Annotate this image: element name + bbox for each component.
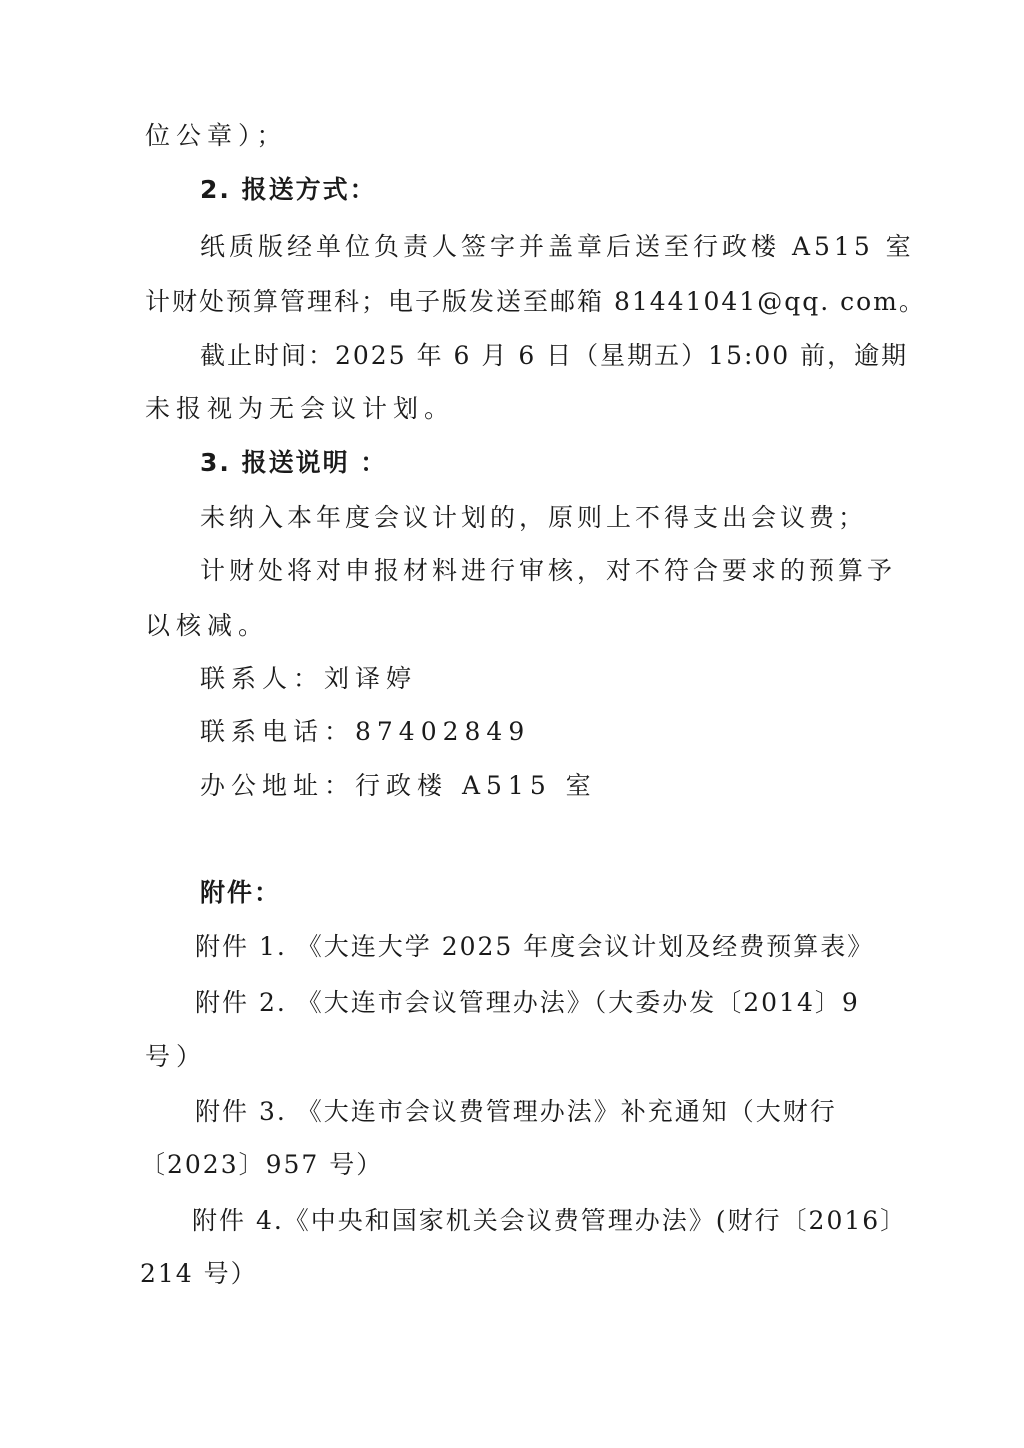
text-line: 计财处预算管理科；电子版发送至邮箱 81441041@qq. com。 (145, 287, 926, 316)
contact-phone: 联系电话：87402849 (200, 717, 531, 746)
attachment-item-cont: 〔2023〕957 号） (140, 1150, 384, 1179)
attachment-item: 附件 1. 《大连大学 2025 年度会议计划及经费预算表》 (195, 932, 875, 961)
office-address: 办公地址：行政楼 A515 室 (200, 771, 597, 800)
text-line: 计财处将对申报材料进行审核，对不符合要求的预算予 (200, 556, 897, 585)
section-heading: 3. 报送说明 ： (200, 448, 388, 477)
attachment-item-cont: 号） (145, 1042, 208, 1071)
attachment-item-cont: 214 号） (140, 1259, 258, 1288)
text-line: 未报视为无会议计划。 (145, 394, 456, 423)
contact-person: 联系人：刘译婷 (200, 664, 418, 693)
attachments-heading: 附件： (200, 878, 282, 907)
text-line: 未纳入本年度会议计划的，原则上不得支出会议费； (200, 503, 868, 532)
attachment-item: 附件 3. 《大连市会议费管理办法》补充通知（大财行 (195, 1097, 837, 1126)
text-line: 位公章）； (145, 121, 288, 150)
text-line: 纸质版经单位负责人签字并盖章后送至行政楼 A515 室 (200, 232, 915, 261)
attachment-item: 附件 4.《中央和国家机关会议费管理办法》(财行〔2016〕 (192, 1206, 908, 1235)
section-heading: 2. 报送方式： (200, 175, 377, 204)
text-line: 以核减。 (145, 611, 270, 640)
text-line: 截止时间：2025 年 6 月 6 日（星期五）15:00 前，逾期 (200, 341, 909, 370)
attachment-item: 附件 2. 《大连市会议管理办法》（大委办发〔2014〕9 (195, 988, 860, 1017)
